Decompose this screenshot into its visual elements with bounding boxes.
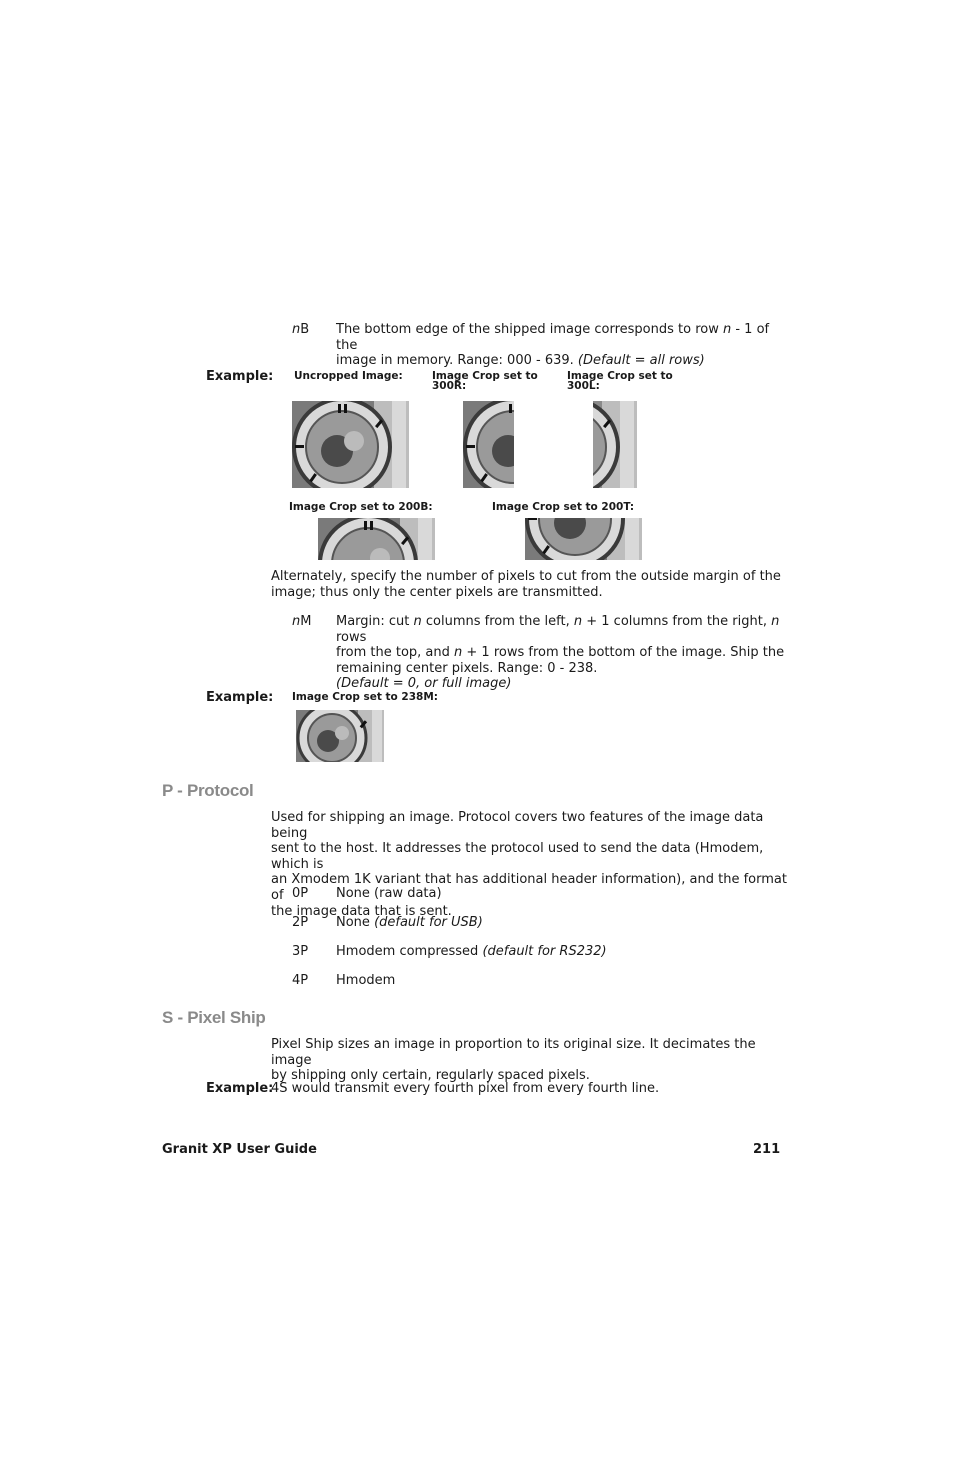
pixel-ship-example-text: 4S would transmit every fourth pixel from every fourth line. [271, 1081, 660, 1096]
protocol-option-desc [336, 915, 483, 931]
code-var: n [292, 614, 301, 629]
paragraph-line: Alternately, specify the number of pixels to cut from the outside margin of the [271, 569, 781, 584]
clock-image-crop-200t [525, 518, 642, 560]
text-run: columns from the left, [421, 614, 574, 629]
code-letter: M [300, 614, 312, 629]
caption-line: Image Crop set to [432, 370, 538, 382]
example-label: Example: [206, 369, 274, 384]
paragraph-line: by shipping only certain, regularly spaced pixels. [271, 1068, 590, 1084]
description-line: remaining center pixels. Range: 0 - 238. [336, 660, 598, 676]
clock-image-crop-300l [593, 401, 637, 488]
code-nb [292, 322, 309, 337]
protocol-option-code: 0P [292, 886, 309, 901]
caption-crop-200t: Image Crop set to 200T: [492, 501, 635, 513]
caption-uncropped: Uncropped Image: [294, 370, 403, 382]
text-run: Hmodem [336, 973, 396, 988]
text-run: from the top, and [336, 645, 455, 661]
text-run: None [336, 915, 375, 930]
text-run: + 1 rows from the bottom of the image. Ship the [462, 645, 785, 661]
protocol-option-code: 3P [292, 944, 309, 959]
caption-crop-200b: Image Crop set to 200B: [289, 501, 433, 513]
nb-description [336, 322, 786, 369]
caption-crop-238m: Image Crop set to 238M: [292, 691, 438, 703]
text-run: + 1 columns from the right, [582, 614, 772, 629]
paragraph-line: an Xmodem 1K variant that has additional header information), and the format of [271, 872, 787, 903]
text-run: The bottom edge of the shipped image corresponds to row [336, 322, 723, 337]
description-line [336, 645, 796, 661]
text-var: n [573, 614, 583, 629]
caption-line: Image Crop set to [567, 370, 673, 382]
default-note: (Default = all rows) [577, 353, 705, 369]
paragraph-line: sent to the host. It addresses the protocol used to send the data (Hmodem, which is [271, 841, 764, 872]
example-label: Example: [206, 690, 274, 705]
text-run: rows [336, 629, 367, 645]
nm-description [336, 614, 796, 692]
paragraph-line: the image data that is sent. [271, 903, 452, 919]
code-var: n [292, 322, 301, 337]
text-run: None (raw data) [336, 886, 442, 901]
paragraph-line: Used for shipping an image. Protocol covers two features of the image data being [271, 810, 764, 841]
alternately-paragraph [271, 569, 791, 600]
protocol-option-desc [336, 973, 395, 989]
default-note: (default for USB) [374, 915, 483, 930]
footer-title: Granit XP User Guide [162, 1142, 317, 1157]
text-var: n [771, 614, 780, 629]
text-var: n [722, 322, 732, 337]
caption-line: 300R: [432, 380, 467, 392]
pixel-ship-paragraph [271, 1037, 791, 1084]
caption-crop-300l [567, 371, 673, 391]
protocol-paragraph [271, 810, 791, 919]
page-number: 211 [753, 1142, 781, 1157]
code-nm [292, 614, 311, 629]
clock-image-crop-238m [296, 710, 384, 762]
text-run: Margin: cut [336, 614, 414, 629]
caption-line: 300L: [567, 380, 600, 392]
text-run: image in memory. Range: 000 - 639. [336, 353, 578, 369]
clock-image-crop-300r [463, 401, 514, 488]
example-label: Example: [206, 1081, 274, 1096]
text-run: Hmodem compressed [336, 944, 483, 959]
default-note: (default for RS232) [482, 944, 607, 959]
protocol-option-code: 2P [292, 915, 309, 930]
protocol-option-code: 4P [292, 973, 309, 988]
code-letter: B [300, 322, 310, 337]
clock-image-uncropped [292, 401, 409, 488]
text-run: - 1 of the [336, 322, 770, 353]
description-line [336, 614, 796, 645]
paragraph-line: image; thus only the center pixels are transmitted. [271, 584, 603, 600]
text-var: n [454, 645, 463, 661]
pixel-ship-heading: S - Pixel Ship [162, 1008, 266, 1027]
protocol-option-desc [336, 886, 442, 902]
clock-image-crop-200b [318, 518, 435, 560]
paragraph-line: Pixel Ship sizes an image in proportion to its original size. It decimates the image [271, 1037, 756, 1068]
default-note: (Default = 0, or full image) [336, 676, 512, 692]
text-var: n [413, 614, 422, 629]
protocol-heading: P - Protocol [162, 781, 254, 800]
protocol-option-desc [336, 944, 607, 960]
caption-crop-300r [432, 371, 538, 391]
